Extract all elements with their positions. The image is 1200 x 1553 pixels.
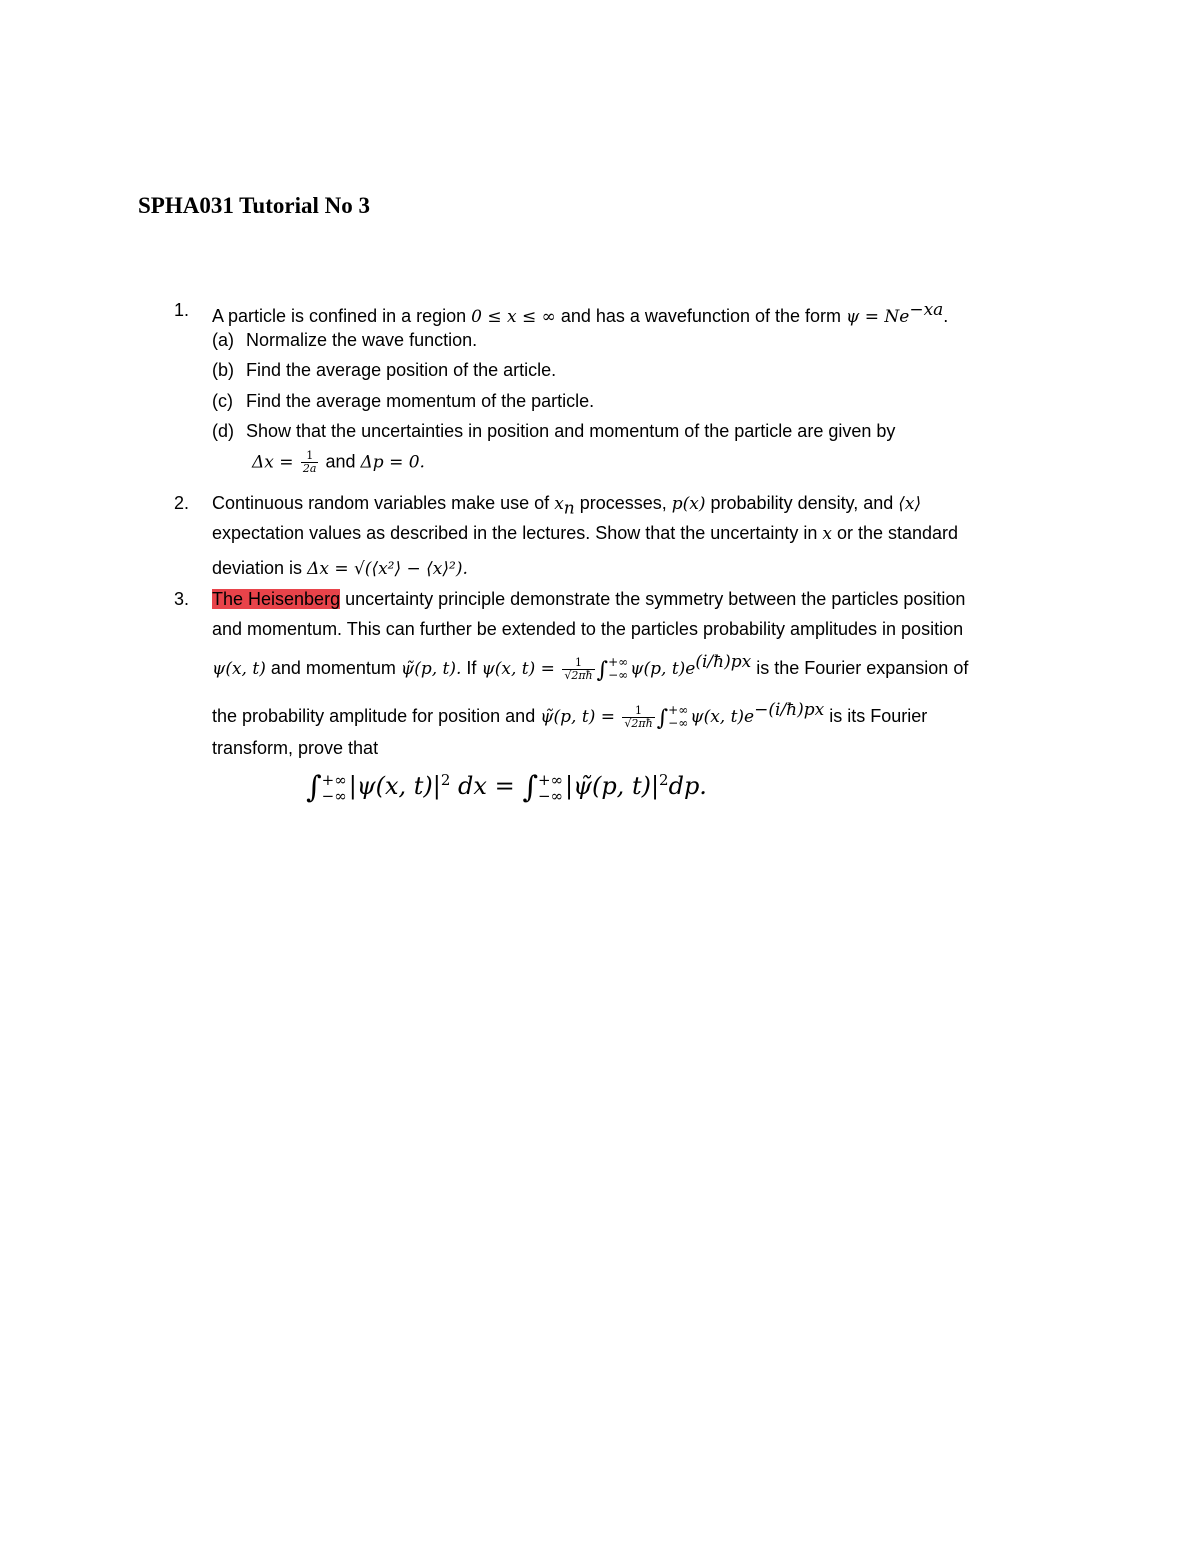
q1-end: . [943, 306, 949, 326]
q2-number: 2. [174, 493, 190, 513]
part-text: Find the average momentum of the particle. [246, 391, 595, 411]
square-exponent: 2 [659, 771, 669, 789]
upper-limit: +∞ [608, 655, 629, 670]
q3-text: and momentum [265, 658, 401, 678]
integrand: ψ(x, t)e [690, 707, 755, 727]
fraction [562, 657, 594, 682]
page-title: SPHA031 Tutorial No 3 [138, 193, 370, 218]
parseval-equation [306, 770, 707, 805]
q3-if: If [461, 658, 482, 678]
integral-sign: ∫ [596, 658, 609, 683]
part-label: (d) [212, 421, 234, 441]
q1-psi-exp: −xa [909, 300, 944, 320]
q1-part-d [212, 421, 895, 442]
q3-line-5: transform, prove that [212, 738, 379, 758]
rhs-integrand: |ψ̃(p, t)| [565, 772, 660, 800]
q1-psi: ψ = Ne [846, 307, 910, 327]
fraction-denominator: 2a [302, 462, 317, 475]
psi-tilde-pt: ψ̃(p, t). [400, 659, 462, 679]
dx-equals: dx = [450, 772, 523, 800]
part-text: Find the average position of the article. [246, 360, 557, 380]
fraction-denominator: √2πħ [624, 716, 653, 730]
upper-limit: +∞ [668, 703, 689, 718]
q1-line [212, 300, 948, 327]
delta-p: Δp = 0. [360, 452, 425, 473]
fraction [622, 705, 654, 730]
integral-limits [608, 656, 628, 682]
lower-limit: −∞ [608, 668, 629, 683]
exponent: −(i/ħ)px [754, 700, 825, 720]
part-text: Normalize the wave function. [246, 330, 478, 350]
q2-line-3 [212, 558, 468, 579]
q2-xn: x [554, 494, 564, 514]
q3-line-3 [212, 652, 968, 683]
fraction-numerator: 1 [301, 450, 319, 463]
q3-line-1 [212, 589, 965, 610]
part-label: (b) [212, 360, 234, 380]
q1-d-result [252, 450, 425, 475]
q3-text: is its Fourier [824, 706, 928, 726]
part-text: Show that the uncertainties in position and momentum of the particle are given by [246, 421, 896, 441]
q2-text-line2: expectation values as described in the lectures. Show that the uncertainty in [212, 523, 823, 543]
fraction [301, 450, 319, 475]
lower-limit: −∞ [321, 786, 347, 805]
q1-text-a: A particle is confined in a region [212, 306, 472, 326]
q2-text-line3: deviation is [212, 558, 308, 578]
q2-text-line2b: or the standard [831, 523, 959, 543]
q2-line-1 [212, 493, 921, 519]
q3-text: the probability amplitude for position and [212, 706, 541, 726]
q2-text-b: processes, [574, 493, 672, 513]
q1-part-c [212, 391, 594, 412]
square-exponent: 2 [440, 771, 451, 789]
q2-line-2 [212, 523, 958, 544]
integral-limits [538, 772, 563, 804]
dp-end: dp. [668, 772, 707, 800]
q2-px: p(x) [671, 494, 706, 514]
q2-expectation: ⟨x⟩ [898, 494, 922, 514]
integral-sign: ∫ [522, 770, 538, 805]
lower-limit: −∞ [537, 786, 564, 805]
q2-formula: Δx = √(⟨x²⟩ − ⟨x⟩²). [307, 559, 468, 579]
lower-limit: −∞ [668, 716, 689, 731]
upper-limit: +∞ [321, 770, 347, 789]
and-text: and [320, 451, 361, 472]
fraction-numerator: 1 [562, 657, 594, 670]
part-label: (a) [212, 330, 234, 350]
q1-text-b: and has a wavefunction of the form [555, 306, 846, 326]
fraction-numerator: 1 [622, 705, 654, 718]
q3-number: 3. [174, 589, 190, 609]
upper-limit: +∞ [537, 770, 564, 789]
q2-xn-sub: n [563, 498, 575, 519]
lhs-integrand: |ψ(x, t)| [348, 772, 441, 800]
integral-sign: ∫ [306, 770, 322, 805]
q1-region: 0 ≤ x ≤ ∞ [471, 307, 556, 327]
psi-xt-eq: ψ(x, t) = [481, 659, 561, 679]
q2-text-a: Continuous random variables make use of [212, 493, 555, 513]
exponent: (i/ħ)px [695, 652, 752, 672]
q2-x: x [822, 524, 832, 544]
q3-text: is the Fourier expansion of [751, 658, 969, 678]
integral-limits [322, 772, 347, 804]
q1-part-b [212, 360, 556, 381]
integral-limits [668, 704, 688, 730]
q3-line-4 [212, 700, 927, 731]
q1-part-a [212, 330, 477, 351]
integrand: ψ(p, t)e [630, 659, 696, 679]
fraction-denominator: √2πħ [564, 668, 593, 682]
q3-line-2: and momentum. This can further be extended to the particles probability amplitudes in position [212, 619, 964, 639]
psi-xt: ψ(x, t) [212, 659, 266, 679]
part-label: (c) [212, 391, 233, 411]
q3-text-line1: uncertainty principle demonstrate the symmetry between the particles position [340, 589, 966, 609]
q1-number: 1. [174, 300, 190, 320]
q2-text-c: probability density, and [705, 493, 899, 513]
delta-x: Δx = [252, 452, 299, 473]
highlighted-text: The Heisenberg [212, 589, 341, 609]
psi-tilde-eq: ψ̃(p, t) = [540, 707, 621, 727]
integral-sign: ∫ [656, 706, 669, 731]
